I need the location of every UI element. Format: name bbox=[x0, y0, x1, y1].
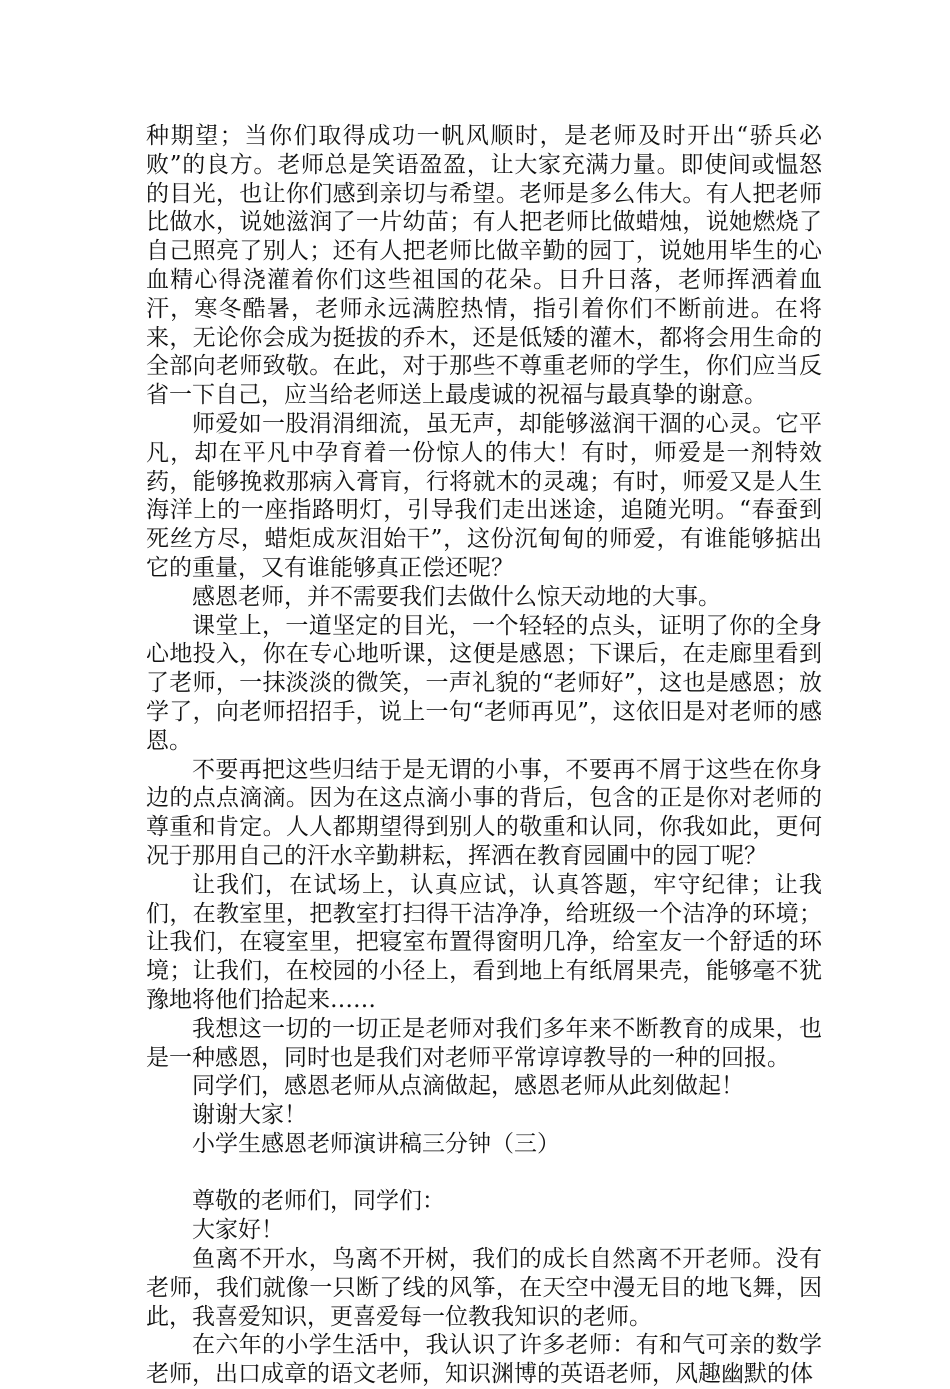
paragraph-7: 我想这一切的一切正是老师对我们多年来不断教育的成果，也是一种感恩，同时也是我们对老师平常谆谆教导的一种的回报。 bbox=[146, 1015, 822, 1071]
blank-line bbox=[146, 1159, 822, 1188]
greeting: 大家好！ bbox=[192, 1217, 284, 1244]
paragraph-6: 让我们，在试场上，认真应试，认真答题，牢守纪律；让我们，在教室里，把教室打扫得干洁净净，给班级一个洁净的环境；让我们，在寝室里，把寝室布置得窗明几净，给室友一个舒适的环境；让我们，在校园的小径上，看到地上有纸屑果壳，能够毫不犹豫地将他们拾起来…… bbox=[146, 871, 822, 1013]
paragraph-2: 师爱如一股涓涓细流，虽无声，却能够滋润干涸的心灵。它平凡，却在平凡中孕育着一份惊人的伟大！有时，师爱是一剂特效药，能够挽救那病入膏肓，行将就木的灵魂；有时，师爱又是人生海洋上的一座指路明灯，引导我们走出迷途，追随光明。“春蚕到死丝方尽，蜡炬成灰泪始干”，这份沉甸甸的师爱，有谁能够掂出它的重量，又有谁能够真正偿还呢？ bbox=[146, 410, 822, 581]
paragraph-3: 感恩老师，并不需要我们去做什么惊天动地的大事。 bbox=[192, 583, 721, 610]
section-heading: 小学生感恩老师演讲稿三分钟（三） bbox=[192, 1130, 560, 1157]
paragraph-1: 种期望；当你们取得成功一帆风顺时，是老师及时开出“骄兵必败”的良方。老师总是笑语盈盈，让大家充满力量。即使间或愠怒的目光，也让你们感到亲切与希望。老师是多么伟大。有人把老师比做水，说她滋润了一片幼苗；有人把老师比做蜡烛，说她燃烧了自己照亮了别人；还有人把老师比做辛勤的园丁，说她用毕生的心血精心得浇灌着你们这些祖国的花朵。日升日落，老师挥洒着血汗，寒冬酷暑，老师永远满腔热情，指引着你们不断前进。在将来，无论你会成为挺拔的乔木，还是低矮的灌木，都将会用生命的全部向老师致敬。在此，对于那些不尊重老师的学生，你们应当反省一下自己，应当给老师送上最虔诚的祝福与最真挚的谢意。 bbox=[146, 123, 822, 409]
paragraph-4: 课堂上，一道坚定的目光，一个轻轻的点头，证明了你的全身心地投入，你在专心地听课，这便是感恩；下课后，在走廊里看到了老师，一抹淡淡的微笑，一声礼貌的“老师好”，这也是感恩；放学了，向老师招招手，说上一句“老师再见”，这依旧是对老师的感恩。 bbox=[146, 612, 822, 754]
paragraph-9: 谢谢大家！ bbox=[192, 1102, 307, 1129]
paragraph-8: 同学们，感恩老师从点滴做起，感恩老师从此刻做起！ bbox=[192, 1073, 744, 1100]
paragraph-5: 不要再把这些归结于是无谓的小事，不要再不屑于这些在你身边的点点滴滴。因为在这点滴小事的背后，包含的正是你对老师的尊重和肯定。人人都期望得到别人的敬重和认同，你我如此，更何况于那用自己的汗水辛勤耕耘，挥洒在教育园圃中的园丁呢？ bbox=[146, 756, 822, 869]
salutation: 尊敬的老师们，同学们： bbox=[192, 1188, 445, 1215]
document-body bbox=[146, 122, 822, 1389]
paragraph-10: 鱼离不开水，鸟离不开树，我们的成长自然离不开老师。没有老师，我们就像一只断了线的风筝，在天空中漫无目的地飞舞，因此，我喜爱知识，更喜爱每一位教我知识的老师。 bbox=[146, 1246, 822, 1330]
paragraph-11: 在六年的小学生活中，我认识了许多老师：有和气可亲的数学老师，出口成章的语文老师，知识渊博的英语老师，风趣幽默的体 bbox=[146, 1332, 822, 1388]
